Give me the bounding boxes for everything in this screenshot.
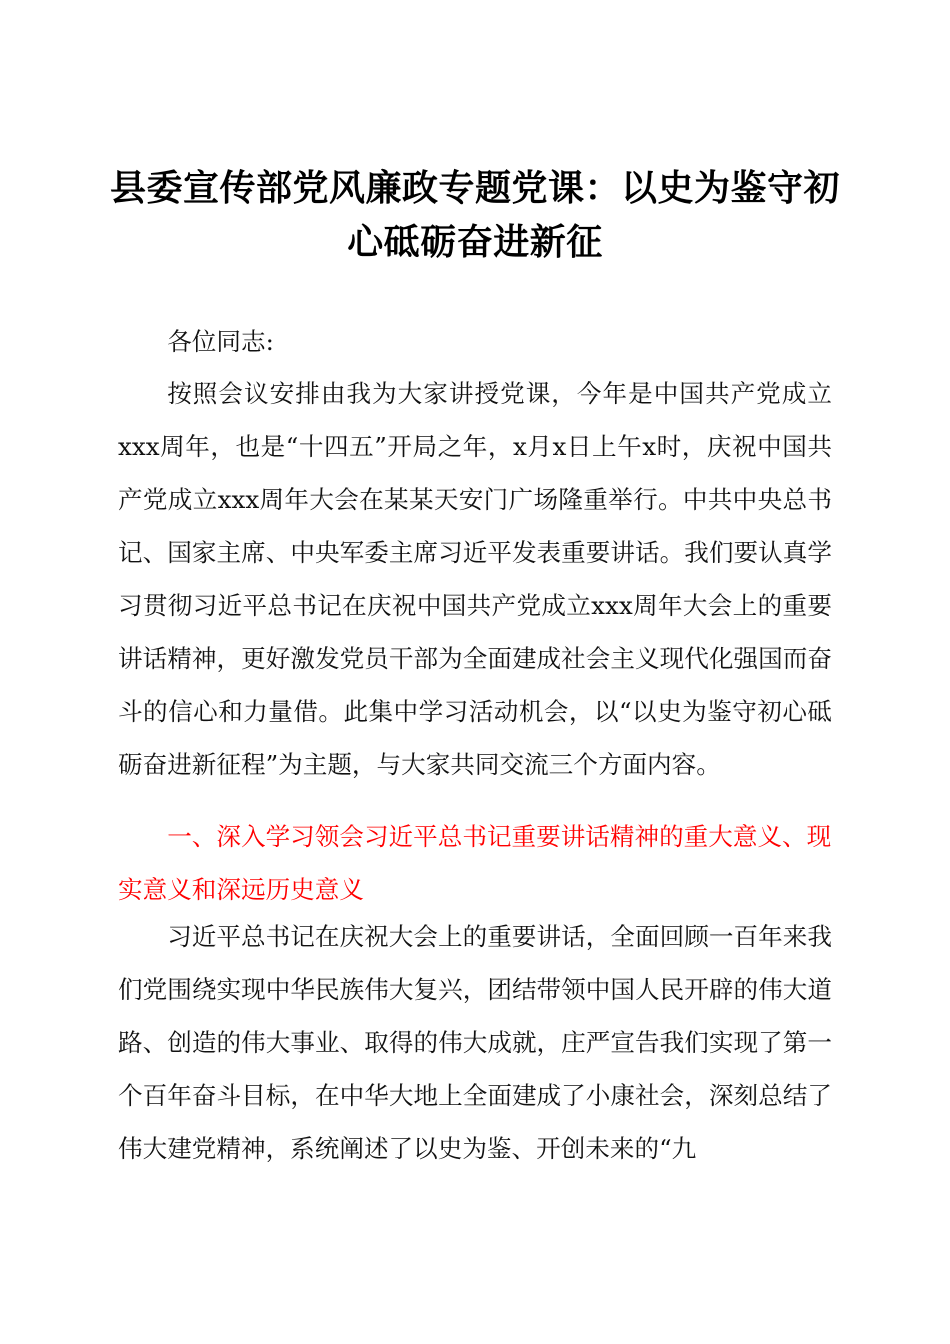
section-heading: 一、深入学习领会习近平总书记重要讲话精神的重大意义、现实意义和深远历史意义 [118, 822, 832, 904]
paragraph-body: 习近平总书记在庆祝大会上的重要讲话，全面回顾一百年来我们党围绕实现中华民族伟大复兴，团结带领中国人民开辟的伟大道路、创造的伟大事业、取得的伟大成就，庄严宣告我们实现了第一个百年奋斗目标，在中华大地上全面建成了小康社会，深刻总结了伟大建党精神，系统阐述了以史为鉴、开创未来的“九 [118, 922, 832, 1163]
document-title: 县委宣传部党风廉政专题党课：以史为鉴守初心砥砺奋进新征 [110, 168, 841, 263]
salutation: 各位同志: [167, 327, 274, 356]
paragraph-intro: 按照会议安排由我为大家讲授党课，今年是中国共产党成立xxx周年，也是“十四五”开局之年，x月x日上午x时，庆祝中国共产党成立xxx周年大会在某某天安门广场隆重举行。中共中央总书记、国家主席、中央军委主席习近平发表重要讲话。我们要认真学习贯彻习近平总书记在庆祝中国共产党成立xxx周年大会上的重要讲话精神，更好激发党员干部为全面建成社会主义现代化强国而奋斗的信心和力量借。此集中学习活动机会，以“以史为鉴守初心砥砺奋进新征程”为主题，与大家共同交流三个方面内容。 [118, 379, 832, 779]
